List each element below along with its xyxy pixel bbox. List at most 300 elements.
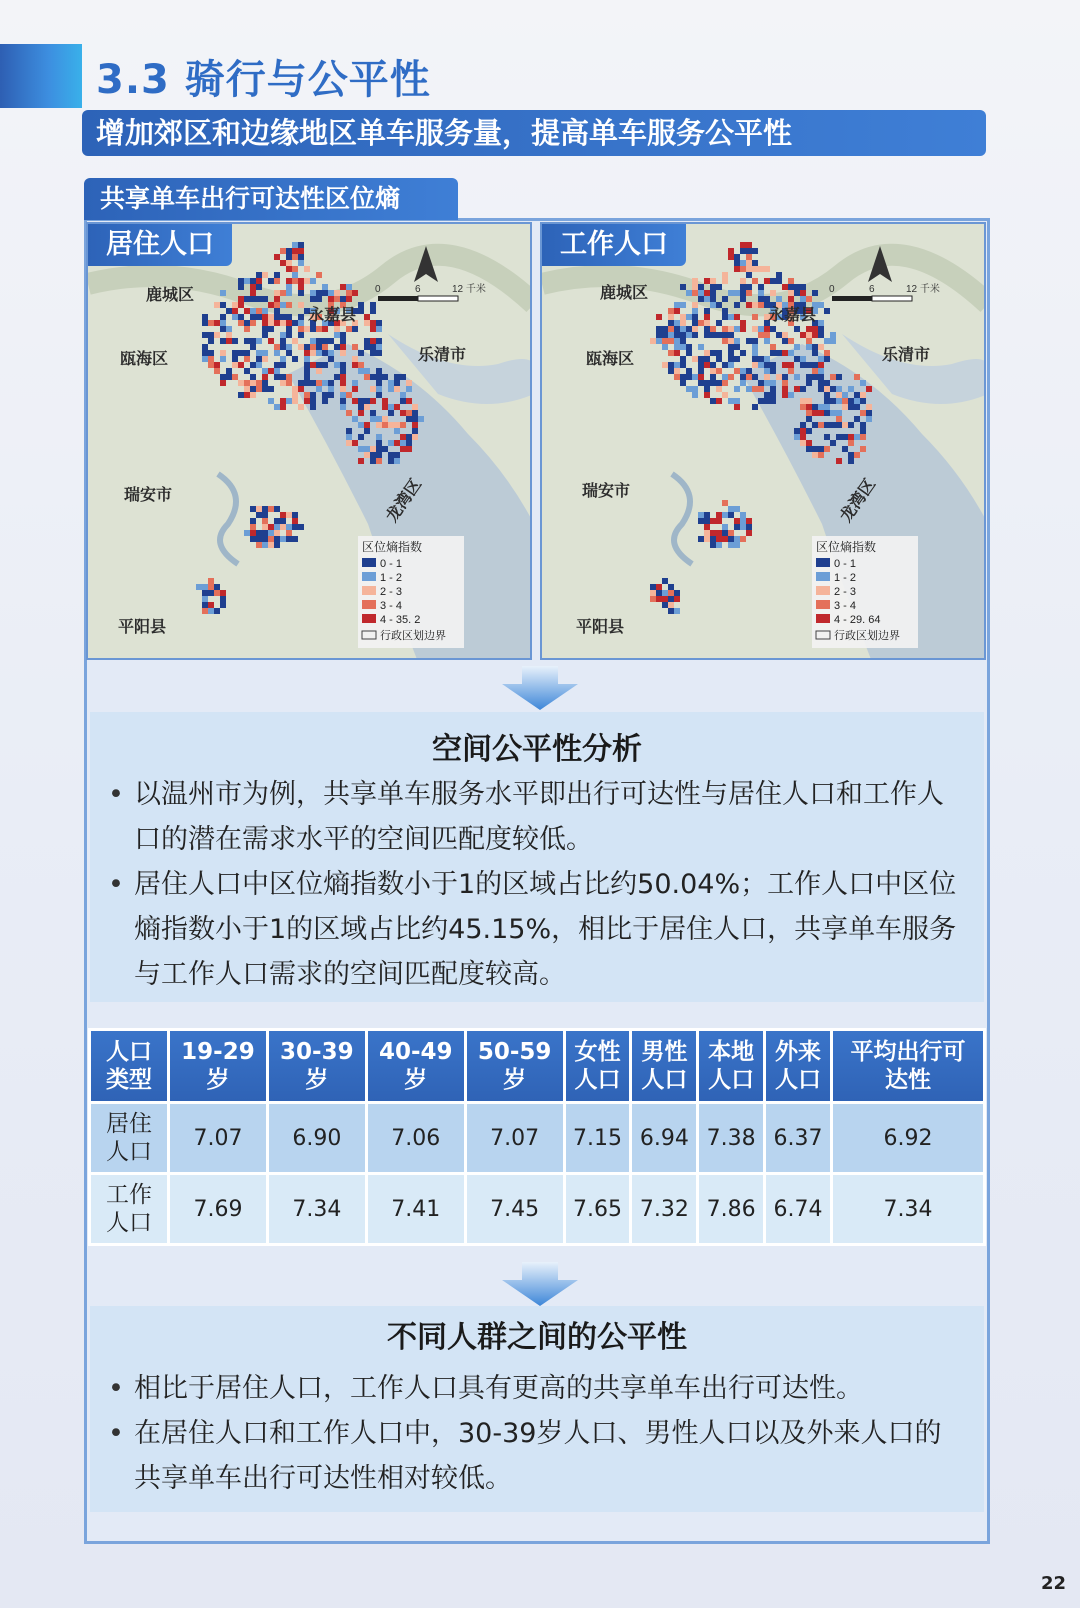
map-cell xyxy=(370,350,376,356)
map-cell xyxy=(668,584,674,590)
map-cell xyxy=(298,386,304,392)
map-cell xyxy=(388,458,394,464)
map-cell xyxy=(848,434,854,440)
map-cell xyxy=(304,326,310,332)
map-cell xyxy=(202,596,208,602)
map-cell xyxy=(376,320,382,326)
map-cell xyxy=(818,302,824,308)
map-cell xyxy=(794,344,800,350)
map-cell xyxy=(250,374,256,380)
map-cell xyxy=(352,362,358,368)
map-cell xyxy=(854,398,860,404)
map-cell xyxy=(400,374,406,380)
map-cell xyxy=(698,284,704,290)
map-cell xyxy=(208,608,214,614)
map-cell xyxy=(752,362,758,368)
map-cell xyxy=(238,314,244,320)
map-cell xyxy=(818,386,824,392)
map-cell xyxy=(340,398,346,404)
map-cell xyxy=(310,338,316,344)
map-cell xyxy=(794,284,800,290)
map-cell xyxy=(394,386,400,392)
map-cell xyxy=(836,458,842,464)
map-cell xyxy=(770,398,776,404)
map-cell xyxy=(340,350,346,356)
map-cell xyxy=(208,350,214,356)
place-ruian: 瑞安市 xyxy=(582,483,631,500)
map-cell xyxy=(806,344,812,350)
map-cell xyxy=(656,314,662,320)
map-cell xyxy=(668,314,674,320)
map-cell xyxy=(352,344,358,350)
map-cell xyxy=(232,338,238,344)
map-cell xyxy=(650,590,656,596)
map-cell xyxy=(728,314,734,320)
map-cell xyxy=(202,356,208,362)
map-cell xyxy=(704,392,710,398)
map-cell xyxy=(740,374,746,380)
map-cell xyxy=(746,524,752,530)
table-header-cell: 本地 人口 xyxy=(699,1031,763,1101)
map-cell xyxy=(752,326,758,332)
map-cell xyxy=(376,434,382,440)
map-cell xyxy=(704,326,710,332)
map-cell xyxy=(770,392,776,398)
map-cell xyxy=(196,584,202,590)
map-cell xyxy=(746,248,752,254)
map-cell xyxy=(728,530,734,536)
map-cell xyxy=(704,386,710,392)
map-cell xyxy=(812,350,818,356)
map-cell xyxy=(250,392,256,398)
map-cell xyxy=(788,368,794,374)
map-cell xyxy=(394,440,400,446)
map-cell xyxy=(232,356,238,362)
map-cell xyxy=(782,374,788,380)
map-cell xyxy=(728,338,734,344)
map-cell xyxy=(866,404,872,410)
map-cell xyxy=(716,320,722,326)
map-cell xyxy=(382,404,388,410)
map-cell xyxy=(800,356,806,362)
map-cell xyxy=(250,308,256,314)
map-cell xyxy=(208,332,214,338)
map-cell xyxy=(698,536,704,542)
map-cell xyxy=(668,368,674,374)
map-cell xyxy=(208,578,214,584)
map-cell xyxy=(692,302,698,308)
map-cell xyxy=(794,290,800,296)
map-cell xyxy=(818,452,824,458)
map-cell xyxy=(806,440,812,446)
map-cell xyxy=(274,302,280,308)
place-ouhai: 瓯海区 xyxy=(120,351,169,368)
map-cell xyxy=(286,326,292,332)
map-cell xyxy=(704,530,710,536)
map-cell xyxy=(740,320,746,326)
map-cell xyxy=(304,356,310,362)
svg-text:区位熵指数: 区位熵指数 xyxy=(816,540,877,554)
table-header-cell: 女性 人口 xyxy=(566,1031,630,1101)
map-cell xyxy=(274,536,280,542)
map-cell xyxy=(734,314,740,320)
map-cell xyxy=(286,266,292,272)
map-cell xyxy=(746,338,752,344)
map-cell xyxy=(388,404,394,410)
map-legend xyxy=(812,536,918,648)
map-cell xyxy=(298,320,304,326)
map-cell xyxy=(256,296,262,302)
map-cell xyxy=(860,398,866,404)
map-cell xyxy=(358,458,364,464)
map-cell xyxy=(680,320,686,326)
map-cell xyxy=(346,410,352,416)
map-cell xyxy=(274,320,280,326)
map-cell xyxy=(226,368,232,374)
map-cell xyxy=(268,506,274,512)
map-cell xyxy=(812,290,818,296)
map-cell xyxy=(388,380,394,386)
map-cell xyxy=(370,446,376,452)
map-cell xyxy=(836,398,842,404)
map-cell xyxy=(280,320,286,326)
map-cell xyxy=(298,314,304,320)
map-cell xyxy=(680,326,686,332)
map-cell xyxy=(806,362,812,368)
table-cell: 7.07 xyxy=(467,1104,563,1172)
map-cell xyxy=(806,398,812,404)
map-cell xyxy=(842,422,848,428)
map-cell xyxy=(262,512,268,518)
map-cell xyxy=(292,398,298,404)
map-cell xyxy=(746,260,752,266)
map-cell xyxy=(674,368,680,374)
map-cell xyxy=(334,344,340,350)
map-cell xyxy=(268,524,274,530)
map-cell xyxy=(794,356,800,362)
map-cell xyxy=(418,416,424,422)
map-cell xyxy=(836,392,842,398)
map-cell xyxy=(268,386,274,392)
map-cell xyxy=(674,590,680,596)
map-cell xyxy=(698,356,704,362)
map-cell xyxy=(734,398,740,404)
map-cell xyxy=(280,344,286,350)
map-cell xyxy=(304,398,310,404)
map-cell xyxy=(286,374,292,380)
map-cell xyxy=(824,422,830,428)
map-cell xyxy=(202,608,208,614)
page-number: 22 xyxy=(1040,1573,1066,1594)
map-cell xyxy=(256,314,262,320)
map-cell xyxy=(316,338,322,344)
map-cell xyxy=(334,326,340,332)
map-cell xyxy=(352,416,358,422)
table-cell: 7.34 xyxy=(269,1175,365,1243)
map-cell xyxy=(746,518,752,524)
map-cell xyxy=(758,302,764,308)
map-cell xyxy=(728,536,734,542)
map-cell xyxy=(256,530,262,536)
map-cell xyxy=(824,380,830,386)
legend-label: 0 - 1 xyxy=(380,558,403,570)
map-cell xyxy=(674,596,680,602)
map-cell xyxy=(280,512,286,518)
map-cell xyxy=(364,314,370,320)
group-equity-box xyxy=(90,1306,984,1512)
map-cell xyxy=(806,446,812,452)
map-cell xyxy=(262,320,268,326)
map-cell xyxy=(758,290,764,296)
map-cell xyxy=(406,440,412,446)
map-cell xyxy=(262,326,268,332)
map-cell xyxy=(740,260,746,266)
map-cell xyxy=(716,380,722,386)
map-cell xyxy=(728,356,734,362)
map-cell xyxy=(328,350,334,356)
map-cell xyxy=(340,338,346,344)
map-cell xyxy=(274,308,280,314)
map-cell xyxy=(274,374,280,380)
map-cell xyxy=(376,350,382,356)
map-cell xyxy=(656,332,662,338)
map-cell xyxy=(292,518,298,524)
table-cell: 7.38 xyxy=(699,1104,763,1172)
map-cell xyxy=(812,344,818,350)
table-row-header: 居住 人口 xyxy=(91,1104,167,1172)
map-cell xyxy=(656,590,662,596)
map-cell xyxy=(286,254,292,260)
map-legend xyxy=(358,536,464,648)
map-cell xyxy=(286,398,292,404)
down-arrow-icon xyxy=(500,1262,580,1306)
map-cell xyxy=(818,344,824,350)
map-cell xyxy=(310,278,316,284)
map-cell xyxy=(370,386,376,392)
map-cell xyxy=(728,362,734,368)
map-cell xyxy=(292,536,298,542)
map-cell xyxy=(668,608,674,614)
place-yueqing: 乐清市 xyxy=(882,347,931,364)
map-cell xyxy=(848,458,854,464)
map-cell xyxy=(286,332,292,338)
map-cell xyxy=(382,398,388,404)
map-cell xyxy=(220,350,226,356)
map-cell xyxy=(262,518,268,524)
map-cell xyxy=(274,518,280,524)
map-work xyxy=(540,222,986,660)
map-cell xyxy=(716,356,722,362)
map-cell xyxy=(214,320,220,326)
map-cell xyxy=(800,422,806,428)
map-cell xyxy=(208,590,214,596)
map-cell xyxy=(740,524,746,530)
legend-label: 3 - 4 xyxy=(834,600,857,612)
map-cell xyxy=(710,350,716,356)
map-cell xyxy=(776,272,782,278)
map-cell xyxy=(758,386,764,392)
map-cell xyxy=(650,338,656,344)
map-cell xyxy=(352,356,358,362)
map-cell xyxy=(310,404,316,410)
map-cell xyxy=(752,374,758,380)
map-cell xyxy=(662,362,668,368)
map-cell xyxy=(812,410,818,416)
map-cell xyxy=(848,452,854,458)
map-cell xyxy=(776,332,782,338)
map-cell xyxy=(376,452,382,458)
map-cell xyxy=(406,380,412,386)
map-cell xyxy=(376,458,382,464)
map-cell xyxy=(680,314,686,320)
map-cell xyxy=(734,338,740,344)
place-pingyang: 平阳县 xyxy=(576,619,625,636)
map-cell xyxy=(340,344,346,350)
map-cell xyxy=(322,338,328,344)
map-cell xyxy=(382,446,388,452)
list-item: • 在居住人口和工作人口中，30-39岁人口、男性人口以及外来人口的共享单车出行可达性相对较低。 xyxy=(104,1411,964,1501)
map-cell xyxy=(292,278,298,284)
map-cell xyxy=(668,320,674,326)
map-cell xyxy=(650,596,656,602)
map-cell xyxy=(298,242,304,248)
map-cell xyxy=(782,338,788,344)
legend-swatch xyxy=(362,572,376,581)
map-cell xyxy=(806,416,812,422)
map-cell xyxy=(202,584,208,590)
accessibility-table xyxy=(88,1028,986,1246)
map-cell xyxy=(262,536,268,542)
map-cell xyxy=(280,314,286,320)
group-equity-title: 不同人群之间的公平性 xyxy=(387,1320,687,1355)
map-cell xyxy=(734,302,740,308)
map-cell xyxy=(716,368,722,374)
map-cell xyxy=(674,308,680,314)
map-cell xyxy=(836,416,842,422)
map-cell xyxy=(220,326,226,332)
map-cell xyxy=(698,380,704,386)
map-cell xyxy=(346,296,352,302)
map-cell xyxy=(728,290,734,296)
map-cell xyxy=(304,344,310,350)
map-cell xyxy=(806,404,812,410)
page-title: 3.3 骑行与公平性 xyxy=(96,57,431,103)
map-cell xyxy=(752,338,758,344)
map-cell xyxy=(286,284,292,290)
down-arrow-icon xyxy=(500,666,580,710)
map-cell xyxy=(220,374,226,380)
map-cell xyxy=(310,296,316,302)
map-cell xyxy=(866,410,872,416)
map-cell xyxy=(268,278,274,284)
map-cell xyxy=(256,350,262,356)
place-yueqing: 乐清市 xyxy=(418,347,467,364)
map-cell xyxy=(232,302,238,308)
map-cell xyxy=(752,266,758,272)
map-cell xyxy=(704,332,710,338)
map-cell xyxy=(280,404,286,410)
legend-swatch xyxy=(362,614,376,623)
map-cell xyxy=(794,386,800,392)
map-cell xyxy=(202,590,208,596)
map-cell xyxy=(710,296,716,302)
map-cell xyxy=(250,290,256,296)
map-cell xyxy=(662,578,668,584)
map-cell xyxy=(262,296,268,302)
map-cell xyxy=(854,452,860,458)
map-cell xyxy=(268,536,274,542)
map-cell xyxy=(782,284,788,290)
map-cell xyxy=(692,284,698,290)
map-cell xyxy=(806,374,812,380)
map-cell xyxy=(388,440,394,446)
map-cell xyxy=(674,338,680,344)
map-cell xyxy=(358,434,364,440)
map-cell xyxy=(274,254,280,260)
map-cell xyxy=(220,314,226,320)
map-cell xyxy=(238,296,244,302)
map-cell xyxy=(292,356,298,362)
map-cell xyxy=(806,428,812,434)
place-ouhai: 瓯海区 xyxy=(586,351,635,368)
map-cell xyxy=(358,404,364,410)
map-cell xyxy=(746,272,752,278)
map-cell xyxy=(292,266,298,272)
map-cell xyxy=(328,392,334,398)
map-cell xyxy=(250,386,256,392)
map-cell xyxy=(668,332,674,338)
map-cell xyxy=(752,248,758,254)
map-cell xyxy=(214,608,220,614)
map-cell xyxy=(244,368,250,374)
map-cell xyxy=(668,338,674,344)
map-cell xyxy=(238,284,244,290)
map-cell xyxy=(340,374,346,380)
map-residential xyxy=(86,222,532,660)
map-cell xyxy=(232,314,238,320)
map-cell xyxy=(704,290,710,296)
map-cell xyxy=(394,452,400,458)
map-cell xyxy=(292,272,298,278)
map-cell xyxy=(256,356,262,362)
map-cell xyxy=(764,266,770,272)
map-cell xyxy=(298,278,304,284)
map-cell xyxy=(310,398,316,404)
map-cell xyxy=(316,380,322,386)
map-cell xyxy=(388,410,394,416)
map-cell xyxy=(382,416,388,422)
map-cell xyxy=(752,278,758,284)
map-cell xyxy=(734,290,740,296)
map-cell xyxy=(680,284,686,290)
map-cell xyxy=(340,368,346,374)
map-cell xyxy=(238,392,244,398)
map-cell xyxy=(352,290,358,296)
map-cell xyxy=(268,398,274,404)
legend-swatch xyxy=(816,600,830,609)
map-cell xyxy=(650,584,656,590)
map-cell xyxy=(274,362,280,368)
map-cell xyxy=(244,350,250,356)
map-cell xyxy=(734,368,740,374)
map-cell xyxy=(776,374,782,380)
map-cell xyxy=(710,362,716,368)
map-cell xyxy=(746,290,752,296)
table-cell: 6.37 xyxy=(766,1104,830,1172)
map-cell xyxy=(322,290,328,296)
spatial-equity-title: 空间公平性分析 xyxy=(432,732,642,767)
map-cell xyxy=(704,350,710,356)
